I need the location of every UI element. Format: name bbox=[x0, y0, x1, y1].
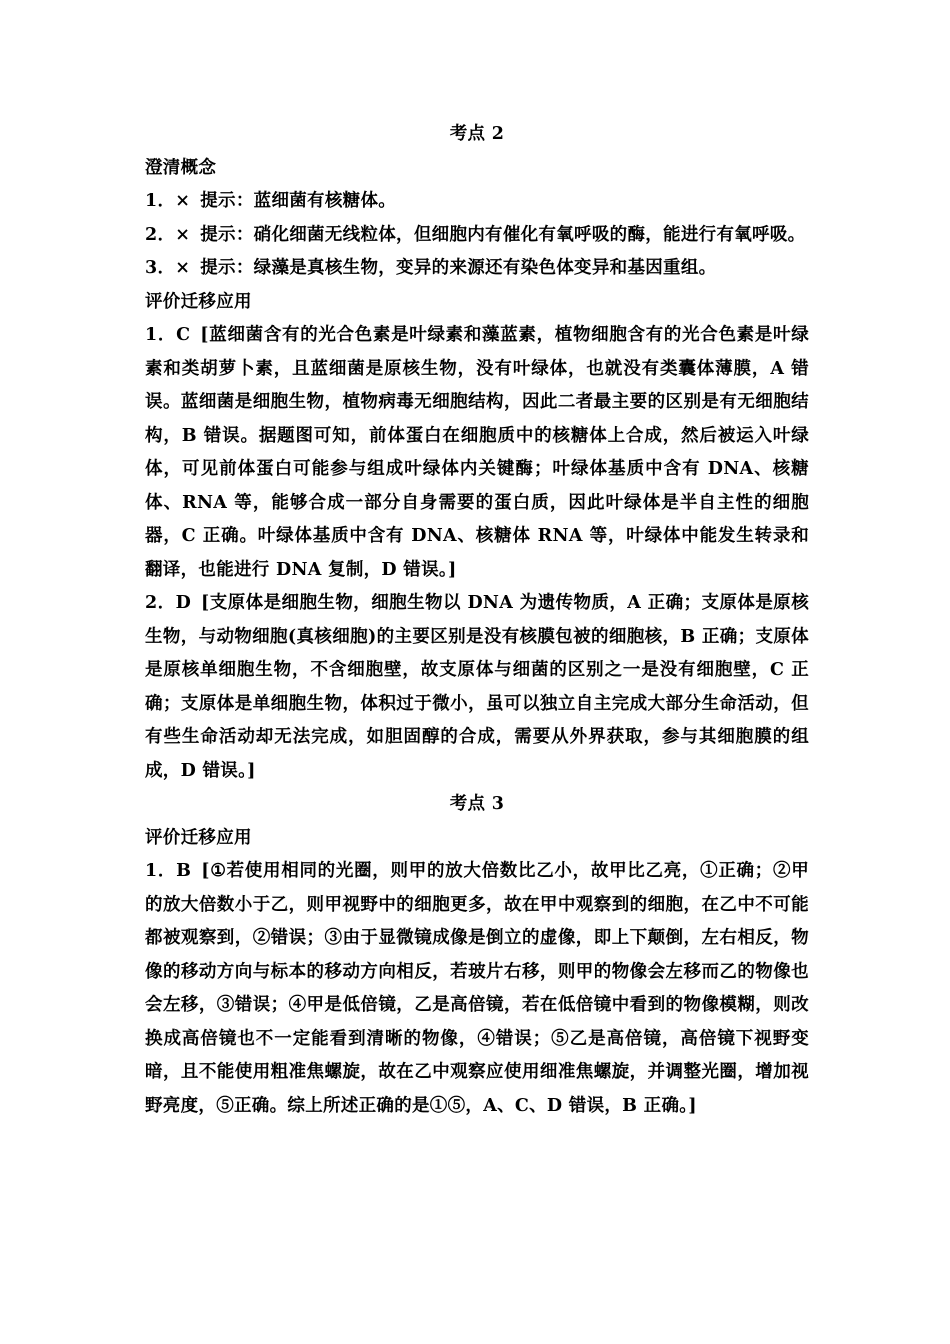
explanation-text: [①若使用相同的光圈，则甲的放大倍数比乙小，故甲比乙亮，①正确；②甲的放大倍数小于乙，则甲视野中的细胞更多，故在甲中观察到的细胞，在乙中不可能都被观察到，②错误；③由于显微镜成像是倒立的虚像，即上下颠倒，左右相反，物像的移动方向与标本的移动方向相反，若玻片右移，则甲的物像会左移而乙的物像也会左移，③错误；④甲是低倍镜，乙是高倍镜，若在低倍镜中看到的物像模糊，则改换成高倍镜也不一定能看到清晰的物像，④错误；⑤乙是高倍镜，高倍镜下视野变暗，且不能使用粗准焦螺旋，故在乙中观察应使用细准焦螺旋，并调整光圈，增加视野亮度，⑤正确。综上所述正确的是①⑤，A、C、D 错误，B 正确。] bbox=[145, 861, 809, 1116]
concept-item-1 bbox=[145, 185, 809, 219]
tip-label: 提示： bbox=[200, 191, 254, 211]
answer-item-1 bbox=[145, 319, 809, 587]
item-number: 2． bbox=[145, 224, 176, 245]
section-2-title: 考点 2 bbox=[449, 124, 505, 144]
explanation-text: [支原体是细胞生物，细胞生物以 DNA 为遗传物质，A 正确；支原体是原核生物，与动物细胞(真核细胞)的主要区别是没有核膜包被的细胞核，B 正确；支原体是原核单细胞生物，不含细胞壁，故支原体与细菌的区别之一是没有细胞壁，C 正确；支原体是单细胞生物，体积过于微小，虽可以独立自主完成大部分生命活动，但有些生命活动却无法完成，如胆固醇的合成，需要从外界获取，参与其细胞膜的组成，D 错误。] bbox=[145, 593, 810, 781]
cross-mark: × bbox=[175, 224, 191, 245]
evaluation-heading-3: 评价迁移应用 bbox=[145, 827, 252, 848]
item-number: 2． bbox=[145, 593, 176, 613]
tip-text: 绿藻是真核生物，变异的来源还有染色体变异和基因重组。 bbox=[253, 258, 717, 278]
cross-mark: × bbox=[175, 191, 191, 211]
evaluation-heading-2: 评价迁移应用 bbox=[145, 291, 252, 312]
clarify-concept-heading: 澄清概念 bbox=[145, 157, 217, 178]
answer-item-2 bbox=[145, 587, 809, 788]
tip-text: 硝化细菌无线粒体，但细胞内有催化有氧呼吸的酶，能进行有氧呼吸。 bbox=[253, 224, 806, 245]
item-number: 1． bbox=[145, 861, 177, 881]
concept-item-3 bbox=[145, 252, 809, 286]
answer-choice: D bbox=[175, 593, 192, 613]
section-3-title: 考点 3 bbox=[449, 794, 505, 814]
item-number: 3． bbox=[145, 258, 176, 278]
document-page bbox=[145, 118, 809, 1123]
tip-text: 蓝细菌有核糖体。 bbox=[253, 191, 397, 211]
tip-label: 提示： bbox=[200, 224, 254, 245]
answer-choice: B bbox=[176, 861, 192, 881]
answer-choice: C bbox=[176, 325, 191, 345]
tip-label: 提示： bbox=[200, 258, 254, 278]
item-number: 1． bbox=[145, 325, 177, 345]
item-number: 1． bbox=[145, 191, 176, 211]
cross-mark: × bbox=[175, 258, 191, 278]
answer-item-3-1 bbox=[145, 855, 809, 1123]
explanation-text: [蓝细菌含有的光合色素是叶绿素和藻蓝素，植物细胞含有的光合色素是叶绿素和类胡萝卜素，且蓝细菌是原核生物，没有叶绿体，也就没有类囊体薄膜，A 错误。蓝细菌是细胞生物，植物病毒无细胞结构，因此二者最主要的区别是有无细胞结构，B 错误。据题图可知，前体蛋白在细胞质中的核糖体上合成，然后被运入叶绿体，可见前体蛋白可能参与组成叶绿体内关键酶；叶绿体基质中含有 DNA、核糖体、RNA 等，能够合成一部分自身需要的蛋白质，因此叶绿体是半自主性的细胞器，C 正确。叶绿体基质中含有 DNA、核糖体 RNA 等，叶绿体中能发生转录和翻译，也能进行 DNA 复制，D 错误。] bbox=[145, 325, 810, 580]
concept-item-2 bbox=[145, 219, 809, 253]
